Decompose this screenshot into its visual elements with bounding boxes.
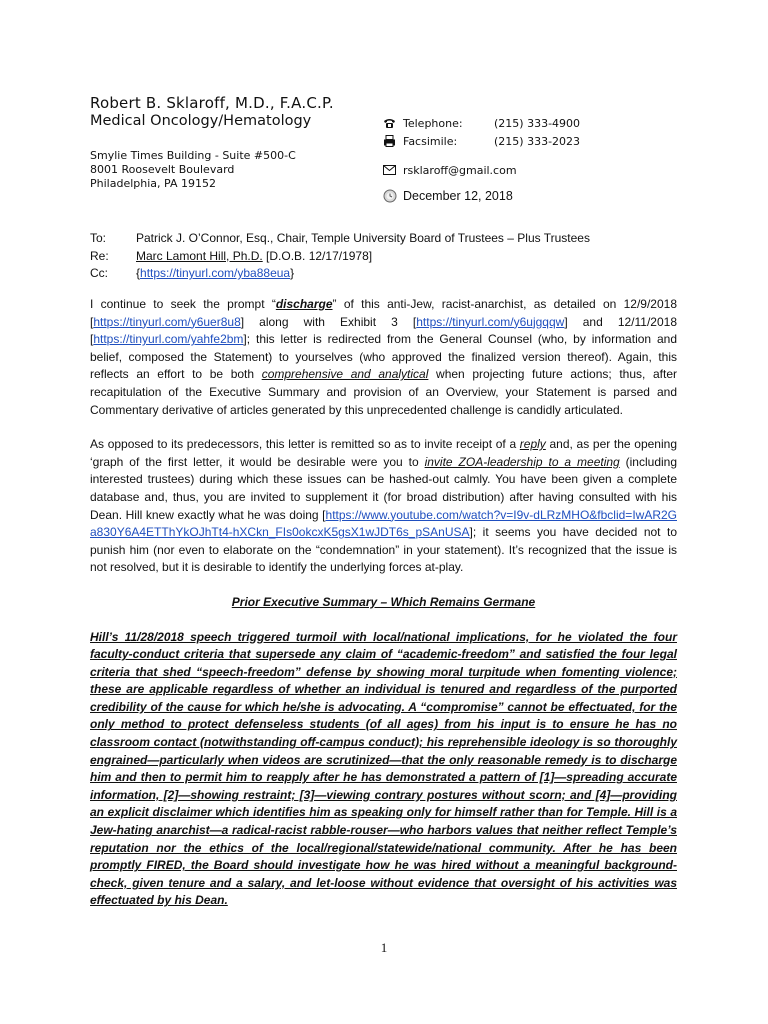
cc-label: Cc: (90, 266, 108, 280)
address-line: 8001 Roosevelt Boulevard (90, 163, 235, 176)
fax-icon (383, 135, 403, 147)
sender-specialty: Medical Oncology/Hematology (90, 113, 312, 129)
text-run: I continue to seek the prompt “ (90, 297, 276, 311)
cc-link[interactable]: https://tinyurl.com/yba88eua (140, 266, 291, 280)
text-run: ] along with Exhibit 3 [ (240, 314, 417, 329)
telephone-number: (215) 333-4900 (494, 116, 581, 130)
to-value: Patrick J. O’Connor, Esq., Chair, Temple University Board of Trustees – Plus Trustees (136, 231, 590, 245)
cc-row (90, 265, 680, 283)
paragraph-1 (90, 296, 677, 419)
re-value (136, 248, 680, 266)
reply-emphasis: reply (519, 437, 546, 452)
executive-summary: Hill’s 11/28/2018 speech triggered turmoil with local/national implications, for he violated the four faculty-conduct criteria that supersede any claim of “academic-freedom” and satisfied the four legal criteria that shed “speech-freedom” defense by showing moral turpitude when fomenting violence; these are applicable regardless of whether an individual is tenured and regardless of the purported credibility of the cause for which he/she is advocating. A “compromise” cannot be effectuated, for the only method to protect defenseless students (of all ages) from his input is to ensure he has no classroom contact (notwithstanding off-campus conduct); his reprehensible ideology is so thoroughly engrained—particularly when videos are scrutinized—that the only reasonable remedy is to discharge him and then to permit him to reapply after he has demonstrated a pattern of [1]—spreading accurate information, [2]—showing restraint; [3]—viewing contrary postures without scorn; and [4]—providing an explicit disclaimer which identifies him as speaking only for himself rather than for Temple. Hill is a Jew-hating anarchist—a radical-racist rabble-rouser—who harbors values that neither reflect Temple’s reputation nor the ethics of the local/regional/statewide/national community. After he has been promptly FIRED, the Board should investigate how he was hired without a meaningful background-check, given tenure and a salary, and let-loose without evidence that oversight of his activities was effectuated by his Dean. (90, 629, 677, 908)
link-y6uer8u8[interactable]: https://tinyurl.com/y6uer8u8 (93, 314, 241, 329)
link-y6ujgqqw[interactable]: https://tinyurl.com/y6ujgqqw (416, 314, 565, 329)
fax-row (383, 132, 683, 150)
telephone-row (383, 114, 683, 132)
telephone-icon (383, 117, 403, 129)
paragraph-gap (90, 612, 677, 629)
youtube-link[interactable]: https://www.youtube.com/watch?v=I9v-dLRzMHO&fbclid=IwAR2Ga830Y6A4ETThYkOJhTt4-hXCkn_FIs0okcxK5gsX1wJDT6s_pSAnUSA (90, 507, 677, 540)
date-row (383, 187, 683, 205)
telephone-label: Telephone: (403, 116, 463, 130)
re-row (90, 248, 680, 266)
re-name: Marc Lamont Hill, Ph.D. (136, 248, 263, 263)
discharge-emphasis: discharge (275, 297, 333, 311)
fax-number: (215) 333-2023 (494, 134, 581, 148)
cc-close-brace: } (290, 266, 295, 280)
cc-open-brace: { (136, 266, 141, 280)
text-run: As opposed to its predecessors, this letter is remitted so as to invite receipt of a (90, 437, 520, 452)
text-run: ” of this anti-Jew, racist-anarchist, as detailed on 12/9/2018 [ (90, 297, 678, 329)
paragraph-2 (90, 436, 677, 577)
page-number: 1 (380, 940, 388, 955)
email-row (383, 161, 683, 179)
section-title: Prior Executive Summary – Which Remains Germane (231, 594, 536, 609)
sender-name: Robert B. Sklaroff, M.D., F.A.C.P. (90, 94, 334, 112)
paragraph-gap (90, 577, 677, 594)
letter-body (90, 296, 677, 910)
to-row (90, 230, 680, 248)
text-run: and, as per the opening ‘graph of the first letter, it would be desirable were you to (90, 437, 677, 469)
letter-date: December 12, 2018 (403, 189, 513, 203)
text-run: when projecting future actions; thus, after recapitulation of the Executive Summary and provision of an Overview, your Statement is parsed and Commentary derivative of articles generated by this unprecedented challenge is candidly articulated. (90, 367, 677, 417)
invite-emphasis: invite ZOA-leadership to a meeting (424, 454, 620, 469)
letterhead-left (90, 94, 380, 191)
clock-icon (383, 189, 403, 203)
address-line: Smylie Times Building - Suite #500-C (90, 149, 296, 162)
re-label: Re: (90, 248, 109, 263)
re-dob: [D.O.B. 12/17/1978] (262, 248, 373, 263)
text-run: ]; it seems you have decided not to punish him (nor even to elaborate on the “condemnation” in your statement). It’s recognized that the issue is not resolved, but it is desirable to identify the underlying forces at-play. (90, 525, 677, 575)
paragraph-gap (90, 419, 677, 436)
text-run: (including interested trustees) during which these issues can be hashed-out calmly. You have been given a complete database and, thus, you are invited to supplement it (for broad distribution) after having consulted with his Dean. Hill knew exactly what he was doing [ (90, 454, 678, 522)
comprehensive-emphasis: comprehensive and analytical (261, 367, 429, 382)
envelope-icon (383, 165, 403, 175)
sender-address (90, 149, 380, 191)
address-line: Philadelphia, PA 19152 (90, 177, 216, 190)
text-run: ] and 12/11/2018 [ (90, 314, 677, 347)
text-run: ]; this letter is redirected from the General Counsel (who, by information and belief, composed the Statement) to yourselves (who approved the finalized version thereof). Again, this reflects an effort to be both (90, 332, 677, 382)
address-block (90, 230, 680, 283)
email-address[interactable]: rsklaroff@gmail.com (403, 163, 517, 177)
fax-label: Facsimile: (403, 134, 458, 148)
cc-value (136, 265, 680, 283)
to-label: To: (90, 231, 107, 245)
letterhead-right (383, 114, 683, 205)
link-yahfe2bm[interactable]: https://tinyurl.com/yahfe2bm (93, 332, 244, 347)
